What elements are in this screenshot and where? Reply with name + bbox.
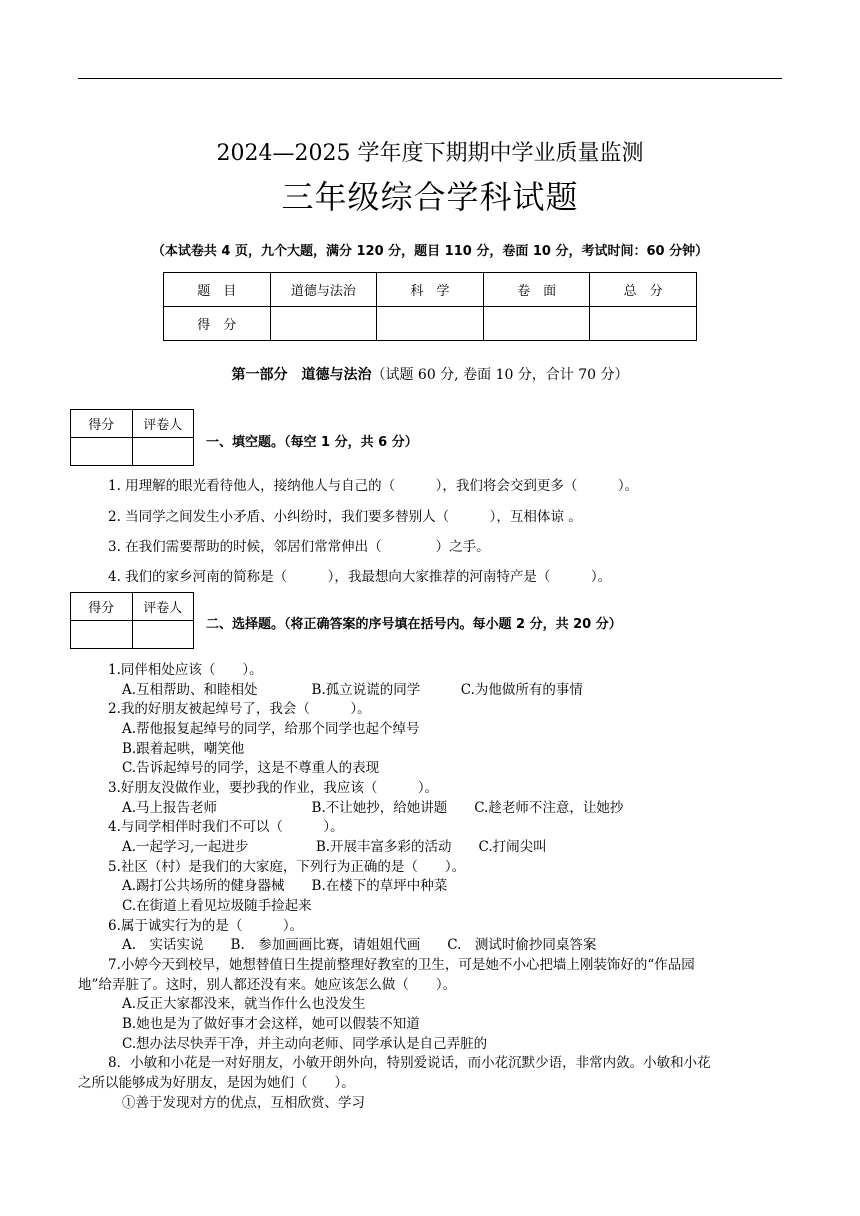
choice-options: A.一起学习,一起进步 B.开展丰富多彩的活动 C.打闹尖叫: [122, 839, 547, 855]
score-table-header-row: [164, 273, 697, 307]
fill-question: 1. 用理解的眼光看待他人，接纳他人与自己的（ ），我们将会交到更多（ ）。: [108, 478, 639, 494]
section2-heading: 二、选择题。（将正确答案的序号填在括号内。每小题 2 分，共 20 分）: [206, 617, 622, 632]
grader-score-cell: [71, 438, 133, 466]
choice-question-cont: 地”给弄脏了。这时，别人都还没有来。她应该怎么做（ ）。: [78, 977, 457, 993]
score-header-cell: 总 分: [590, 273, 697, 307]
score-header-cell: 道德与法治: [270, 273, 377, 307]
top-rule: [78, 78, 782, 79]
choice-option: C.在街道上看见垃圾随手捡起来: [122, 898, 312, 914]
score-table: [163, 272, 697, 341]
choice-option: B.她也是为了做好事才会这样，她可以假装不知道: [122, 1016, 420, 1032]
grader-box-section1: [70, 409, 194, 466]
choice-option: A.反正大家都没来，就当作什么也没发生: [122, 996, 366, 1012]
choice-option: A.帮他报复起绰号的同学，给那个同学也起个绰号: [122, 721, 420, 737]
part1-label: 第一部分 道德与法治: [231, 367, 372, 383]
choice-question: 7.小婷今天到校早，她想替值日生提前整理好教室的卫生，可是她不小心把墙上刚装饰好的“作品园: [108, 957, 695, 973]
section1-heading: 一、填空题。（每空 1 分，共 6 分）: [206, 435, 418, 450]
part1-detail: （试题 60 分, 卷面 10 分，合计 70 分）: [371, 367, 629, 383]
choice-question: 3.好朋友没做作业，要抄我的作业，我应该（ ）。: [108, 780, 439, 796]
score-cell: [590, 307, 697, 341]
fill-question: 3. 在我们需要帮助的时候，邻居们常常伸出（ ）之手。: [108, 539, 490, 555]
choice-option: C.想办法尽快弄干净，并主动向老师、同学承认是自己弄脏的: [122, 1036, 488, 1052]
score-cell: [270, 307, 377, 341]
choice-question: 6.属于诚实行为的是（ ）。: [108, 918, 304, 934]
exam-title-line2: 三年级综合学科试题: [281, 178, 579, 216]
score-cell: [483, 307, 590, 341]
grader-name-label: 评卷人: [132, 593, 194, 621]
choice-question: 2.我的好朋友被起绰号了，我会（ ）。: [108, 701, 371, 717]
choice-question: 4.与同学相伴时我们不可以（ ）。: [108, 819, 344, 835]
grader-name-cell: [132, 621, 194, 649]
choice-options: A.互相帮助、和睦相处 B.孤立说谎的同学 C.为他做所有的事情: [122, 682, 583, 698]
choice-question: 1.同伴相处应该（ ）。: [108, 662, 263, 678]
exam-note: （本试卷共 4 页，九个大题，满分 120 分，题目 110 分，卷面 10 分，考试时间：60 分钟）: [151, 244, 709, 259]
score-header-cell: 科 学: [377, 273, 484, 307]
choice-option: C.告诉起绰号的同学，这是不尊重人的表现: [122, 760, 380, 776]
fill-question: 2. 当同学之间发生小矛盾、小纠纷时，我们要多替别人（ ），互相体谅 。: [108, 509, 582, 525]
score-row-label: 得 分: [164, 307, 271, 341]
part1-heading: [0, 364, 860, 384]
grader-name-cell: [132, 438, 194, 466]
grader-name-label: 评卷人: [132, 410, 194, 438]
grader-box-section2: [70, 592, 194, 649]
score-table-score-row: [164, 307, 697, 341]
score-header-cell: 卷 面: [483, 273, 590, 307]
score-header-cell: 题 目: [164, 273, 271, 307]
exam-title-line1: 2024—2025 学年度下期期中学业质量监测: [216, 141, 644, 166]
choice-options: A. 实话实说 B. 参加画画比赛，请姐姐代画 C. 测试时偷抄同桌答案: [122, 937, 597, 953]
choice-options: A.马上报告老师 B.不让她抄，给她讲题 C.趁老师不注意，让她抄: [122, 800, 624, 816]
choice-options: A.踢打公共场所的健身器械 B.在楼下的草坪中种菜: [122, 878, 448, 894]
score-cell: [377, 307, 484, 341]
grader-score-label: 得分: [71, 593, 133, 621]
choice-option: ①善于发现对方的优点，互相欣赏、学习: [122, 1095, 365, 1111]
grader-score-label: 得分: [71, 410, 133, 438]
grader-score-cell: [71, 621, 133, 649]
choice-question: 5.社区（村）是我们的大家庭，下列行为正确的是（ ）。: [108, 859, 466, 875]
choice-option: B.跟着起哄，嘲笑他: [122, 741, 245, 757]
choice-question: 8．小敏和小花是一对好朋友，小敏开朗外向，特别爱说话，而小花沉默少语，非常内敛。小敏和小花: [108, 1055, 711, 1071]
choice-question-cont: 之所以能够成为好朋友，是因为她们（ ）。: [78, 1075, 355, 1091]
fill-question: 4. 我们的家乡河南的简称是（ ），我最想向大家推荐的河南特产是（ ）。: [108, 569, 612, 585]
